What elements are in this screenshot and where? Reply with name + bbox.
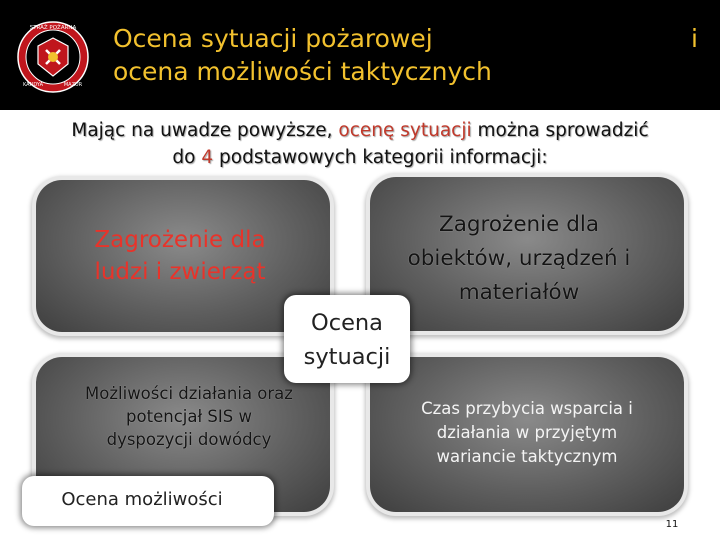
card-support-time-text bbox=[372, 397, 682, 469]
center-line-2: sytuacji bbox=[303, 344, 391, 370]
header-corner-letter: i bbox=[691, 24, 698, 53]
objects-line-1: Zagrożenie dla bbox=[438, 212, 600, 237]
title-line-2: ocena możliwości taktycznych bbox=[113, 57, 492, 86]
title-line-1: Ocena sytuacji pożarowej bbox=[113, 24, 433, 53]
intro-part-2: można sprowadzić bbox=[471, 120, 649, 141]
intro-line-1 bbox=[20, 117, 700, 144]
support-line-3: wariancie taktycznym bbox=[436, 447, 618, 466]
capabilities-line-3: dyspozycji dowódcy bbox=[106, 430, 272, 449]
support-line-2: działania w przyjętym bbox=[436, 423, 618, 442]
objects-line-2: obiektów, urządzeń i bbox=[407, 246, 631, 271]
slide-header bbox=[0, 0, 720, 110]
fire-brigade-logo bbox=[16, 20, 90, 94]
slide-title bbox=[113, 22, 492, 88]
intro-part-4: podstawowych kategorii informacji: bbox=[213, 147, 548, 168]
intro-text bbox=[20, 117, 700, 171]
logo-right-text: MAZUR bbox=[63, 82, 83, 88]
people-line-2: ludzi i zwierząt bbox=[94, 259, 266, 285]
intro-highlight-2: 4 bbox=[201, 147, 214, 168]
center-line-1: Ocena bbox=[311, 310, 383, 336]
ocena-mozliwosci-label: Ocena możliwości bbox=[61, 489, 223, 510]
intro-part-1: Mając na uwadze powyższe, bbox=[71, 120, 339, 141]
people-line-1: Zagrożenie dla bbox=[94, 227, 266, 253]
card-threat-people-text bbox=[70, 224, 290, 288]
center-label bbox=[284, 306, 410, 374]
card-threat-objects-text bbox=[385, 208, 653, 310]
logo-left-text: KANDYA bbox=[22, 82, 44, 88]
intro-part-3: do bbox=[172, 147, 202, 168]
intro-highlight-1: ocenę sytuacji bbox=[338, 120, 472, 141]
capabilities-line-1: Możliwości działania oraz bbox=[85, 384, 293, 403]
capabilities-line-2: potencjał SIS w bbox=[126, 407, 252, 426]
objects-line-3: materiałów bbox=[458, 280, 580, 305]
card-capabilities-text bbox=[44, 382, 334, 451]
intro-line-2 bbox=[20, 144, 700, 171]
slide-number: 11 bbox=[665, 519, 679, 530]
logo-top-text: STRAŻ POŻARNA bbox=[29, 25, 77, 31]
support-line-1: Czas przybycia wsparcia i bbox=[421, 399, 633, 418]
